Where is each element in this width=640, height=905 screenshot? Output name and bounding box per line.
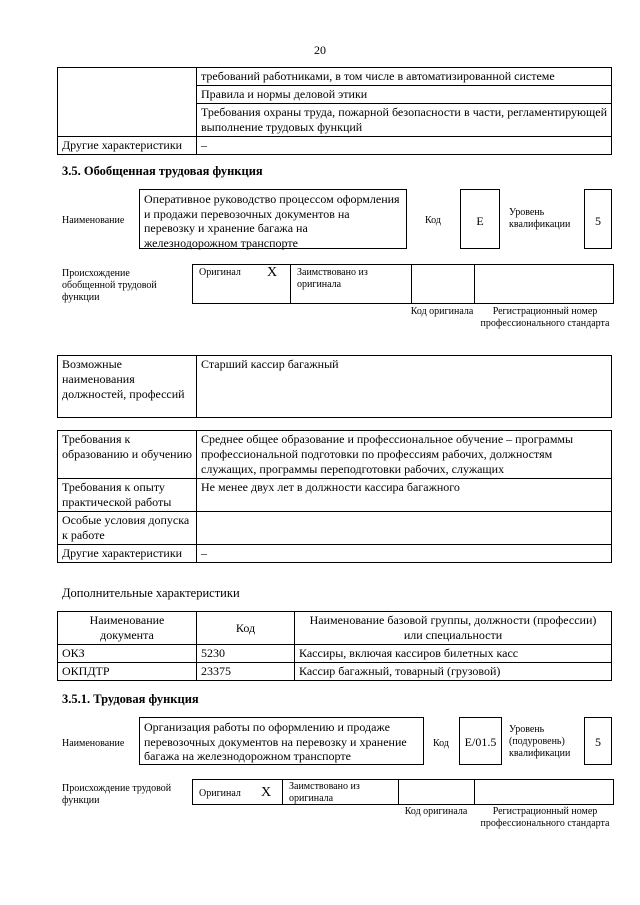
level-label: Уровень квалификации bbox=[509, 207, 571, 230]
top-table-row: Требования охраны труда, пожарной безопасности в части, регламентирующей выполнение трудовых функций bbox=[197, 104, 612, 137]
requirement-value: Не менее двух лет в должности кассира багажного bbox=[197, 479, 612, 512]
top-table-empty-cell bbox=[58, 68, 197, 137]
requirement-label: Другие характеристики bbox=[58, 545, 197, 563]
page-number: 20 bbox=[314, 43, 326, 57]
origin-table bbox=[192, 264, 614, 304]
requirements-table bbox=[57, 430, 612, 563]
top-table-row: Правила и нормы деловой этики bbox=[197, 86, 612, 104]
positions-table bbox=[57, 355, 612, 418]
code-label: Код bbox=[433, 738, 449, 749]
original-mark: X bbox=[267, 265, 278, 280]
divider bbox=[411, 265, 412, 303]
origin-table bbox=[192, 779, 614, 805]
original-mark: X bbox=[261, 785, 272, 800]
borrowed-label: Заимствовано из оригинала bbox=[297, 267, 368, 290]
other-characteristics-value: – bbox=[197, 137, 612, 155]
labor-function-name: Организация работы по оформлению и продаже перевозочных документов на перевозку и хранение багажа на железнодорожном транспорте bbox=[139, 717, 424, 765]
additional-cell: ОКПДТР bbox=[58, 663, 197, 681]
reg-number-label: Регистрационный номер профессионального стандарта bbox=[480, 306, 610, 329]
requirement-label: Особые условия допуска к работе bbox=[58, 512, 197, 545]
requirement-value: Среднее общее образование и профессиональное обучение – программы профессиональной подготовки по профессиям рабочих, должностям служащих, программы переподготовки рабочих, служащих bbox=[197, 431, 612, 479]
additional-header: Код bbox=[197, 612, 295, 645]
level-label: Уровень (подуровень) квалификации bbox=[509, 724, 571, 759]
additional-table bbox=[57, 611, 612, 681]
divider bbox=[290, 265, 291, 303]
additional-cell: Кассир багажный, товарный (грузовой) bbox=[295, 663, 612, 681]
divider bbox=[474, 780, 475, 804]
other-characteristics-label: Другие характеристики bbox=[58, 137, 197, 155]
code-value: E/01.5 bbox=[459, 717, 502, 765]
name-label: Наименование bbox=[62, 738, 125, 749]
additional-cell: Кассиры, включая кассиров билетных касс bbox=[295, 645, 612, 663]
name-label: Наименование bbox=[62, 215, 125, 226]
requirement-value: – bbox=[197, 545, 612, 563]
positions-value: Старший кассир багажный bbox=[197, 356, 612, 418]
original-label: Оригинал bbox=[199, 788, 241, 799]
level-value: 5 bbox=[584, 717, 612, 765]
additional-cell: 23375 bbox=[197, 663, 295, 681]
additional-header: Наименование базовой группы, должности (профессии) или специальности bbox=[295, 612, 612, 645]
code-value: E bbox=[460, 189, 500, 249]
additional-header: Наименование документа bbox=[58, 612, 197, 645]
origin-label: Происхождение трудовой функции bbox=[62, 783, 172, 806]
divider bbox=[474, 265, 475, 303]
requirement-label: Требования к образованию и обучению bbox=[58, 431, 197, 479]
generalized-function-name: Оперативное руководство процессом оформления и продажи перевозочных документов на перевозку и хранение багажа на железнодорожном транспорте bbox=[139, 189, 407, 249]
section-title-3-5-1: 3.5.1. Трудовая функция bbox=[62, 692, 199, 706]
section-title-3-5: 3.5. Обобщенная трудовая функция bbox=[62, 164, 263, 178]
reg-number-label: Регистрационный номер профессионального стандарта bbox=[480, 806, 610, 829]
additional-title: Дополнительные характеристики bbox=[62, 586, 240, 600]
borrowed-label: Заимствовано из оригинала bbox=[289, 781, 360, 804]
code-original-label: Код оригинала bbox=[404, 806, 468, 817]
divider bbox=[398, 780, 399, 804]
positions-label: Возможные наименования должностей, профессий bbox=[58, 356, 197, 418]
requirement-value bbox=[197, 512, 612, 545]
top-characteristics-table bbox=[57, 67, 612, 155]
origin-label: Происхождение обобщенной трудовой функции bbox=[62, 268, 157, 303]
divider bbox=[282, 780, 283, 804]
original-label: Оригинал bbox=[199, 267, 241, 278]
top-table-row: требований работниками, в том числе в автоматизированной системе bbox=[197, 68, 612, 86]
code-label: Код bbox=[425, 215, 441, 226]
requirement-label: Требования к опыту практической работы bbox=[58, 479, 197, 512]
additional-cell: 5230 bbox=[197, 645, 295, 663]
code-original-label: Код оригинала bbox=[410, 306, 474, 317]
level-value: 5 bbox=[584, 189, 612, 249]
additional-cell: ОКЗ bbox=[58, 645, 197, 663]
